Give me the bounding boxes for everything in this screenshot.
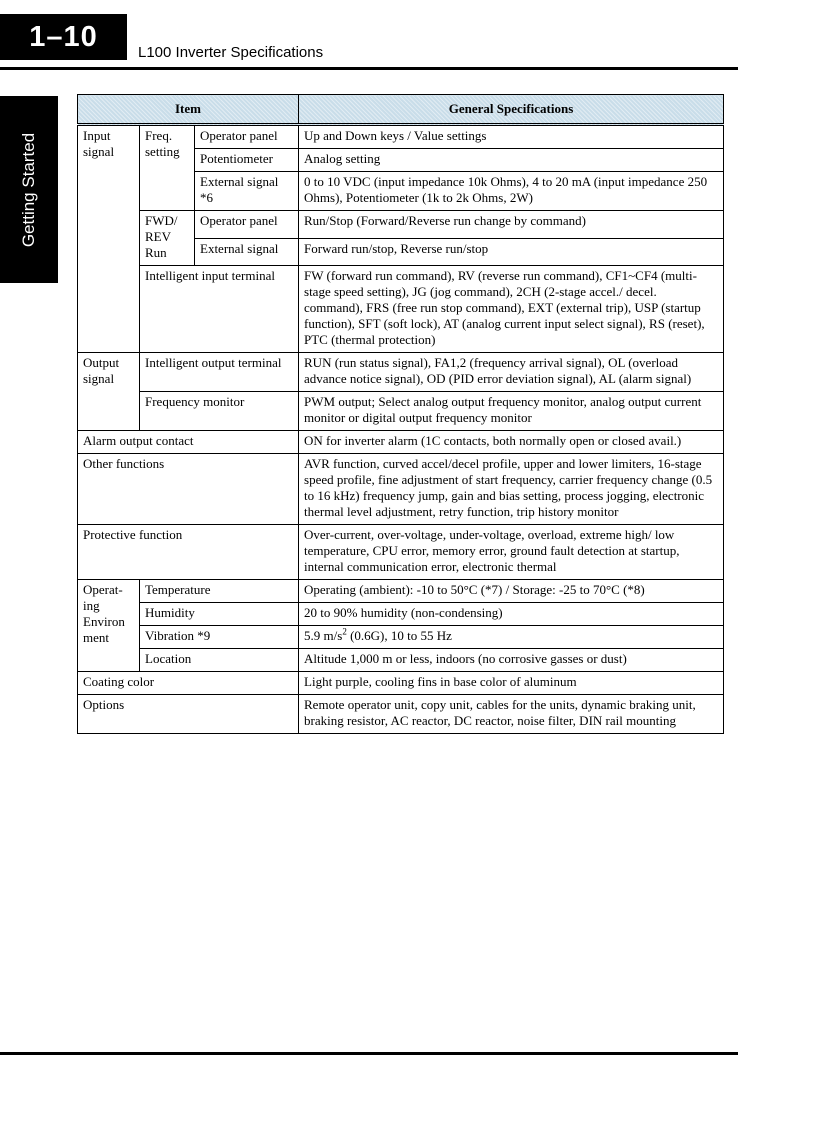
- table-row: [78, 649, 724, 672]
- row-label: External signal *6: [195, 172, 299, 211]
- spec-cell: Run/Stop (Forward/Reverse run change by command): [299, 211, 724, 239]
- spec-cell: Operating (ambient): -10 to 50°C (*7) / Storage: -25 to 70°C (*8): [299, 580, 724, 603]
- row-label: Humidity: [140, 603, 299, 626]
- row-label: Other functions: [78, 454, 299, 525]
- table-row: [78, 431, 724, 454]
- group-label-output-signal: Output signal: [78, 353, 140, 431]
- table-row: [78, 626, 724, 649]
- footer-divider: [0, 1052, 738, 1055]
- table-row: [78, 266, 724, 353]
- spec-cell: FW (forward run command), RV (reverse run command), CF1~CF4 (multi-stage speed setting), JG (jog command), 2CH (2-stage accel./ decel. command), FRS (free run stop command), EXT (external trip), USP (startup function), SFT (soft lock), AT (analog current input select signal), RS (reset), PTC (thermal protection): [299, 266, 724, 353]
- row-label: Vibration *9: [140, 626, 299, 649]
- section-tab-label: Getting Started: [19, 132, 38, 247]
- page-title: L100 Inverter Specifications: [138, 44, 324, 61]
- group-label-input-signal: Input signal: [78, 125, 140, 353]
- row-label: Intelligent input terminal: [140, 266, 299, 353]
- subgroup-label-freq-setting: Freq. setting: [140, 125, 195, 211]
- table-row: [78, 454, 724, 525]
- spec-cell: AVR function, curved accel/decel profile, upper and lower limiters, 16-stage speed profile, fine adjustment of start frequency, carrier frequency change (0.5 to 16 kHz) frequency jump, gain and bias setting, process jogging, electronic thermal level adjustment, retry function, trip history monitor: [299, 454, 724, 525]
- table-row: [78, 392, 724, 431]
- table-row: [78, 603, 724, 626]
- section-tab: [0, 96, 58, 283]
- vibration-spec-suffix: (0.6G), 10 to 55 Hz: [346, 628, 452, 643]
- row-label: Frequency monitor: [140, 392, 299, 431]
- table-row: [78, 580, 724, 603]
- header-divider: [0, 67, 738, 70]
- spec-cell: Altitude 1,000 m or less, indoors (no corrosive gasses or dust): [299, 649, 724, 672]
- spec-cell: Over-current, over-voltage, under-voltage, overload, extreme high/ low temperature, CPU error, memory error, ground fault detection at startup, internal communication error, electronic thermal: [299, 525, 724, 580]
- specifications-table: [77, 94, 724, 734]
- page-number: 1–10: [0, 14, 127, 60]
- row-label: Alarm output contact: [78, 431, 299, 454]
- spec-cell: 20 to 90% humidity (non-condensing): [299, 603, 724, 626]
- table-row: [78, 672, 724, 695]
- spec-cell: Analog setting: [299, 149, 724, 172]
- table-row: [78, 211, 724, 239]
- table-row: [78, 525, 724, 580]
- spec-cell: Up and Down keys / Value settings: [299, 125, 724, 149]
- spec-cell: [299, 626, 724, 649]
- subgroup-label-fwd-rev-run: FWD/ REV Run: [140, 211, 195, 266]
- row-label: Protective function: [78, 525, 299, 580]
- spec-cell: Forward run/stop, Reverse run/stop: [299, 238, 724, 266]
- row-label: Operator panel: [195, 211, 299, 239]
- spec-cell: 0 to 10 VDC (input impedance 10k Ohms), 4 to 20 mA (input impedance 250 Ohms), Potentiometer (1k to 2k Ohms, 2W): [299, 172, 724, 211]
- spec-cell: Light purple, cooling fins in base color of aluminum: [299, 672, 724, 695]
- table-row: [78, 695, 724, 734]
- spec-cell: ON for inverter alarm (1C contacts, both normally open or closed avail.): [299, 431, 724, 454]
- row-label: Options: [78, 695, 299, 734]
- spec-cell: RUN (run status signal), FA1,2 (frequency arrival signal), OL (overload advance notice signal), OD (PID error deviation signal), AL (alarm signal): [299, 353, 724, 392]
- column-header-item: Item: [78, 95, 299, 125]
- row-label: Operator panel: [195, 125, 299, 149]
- row-label: Potentiometer: [195, 149, 299, 172]
- table-row: [78, 353, 724, 392]
- spec-cell: Remote operator unit, copy unit, cables for the units, dynamic braking unit, braking resistor, AC reactor, DC reactor, noise filter, DIN rail mounting: [299, 695, 724, 734]
- spec-cell: PWM output; Select analog output frequency monitor, analog output current monitor or digital output frequency monitor: [299, 392, 724, 431]
- table-header-row: [78, 95, 724, 125]
- vibration-spec-superscript: 2: [342, 626, 347, 637]
- vibration-spec-prefix: 5.9 m/s: [304, 628, 343, 643]
- group-label-operating-environment: Operat- ing Environ ment: [78, 580, 140, 672]
- row-label: Location: [140, 649, 299, 672]
- row-label: External signal: [195, 238, 299, 266]
- row-label: Coating color: [78, 672, 299, 695]
- row-label: Temperature: [140, 580, 299, 603]
- column-header-specifications: General Specifications: [299, 95, 724, 125]
- row-label: Intelligent output terminal: [140, 353, 299, 392]
- table-row: [78, 125, 724, 149]
